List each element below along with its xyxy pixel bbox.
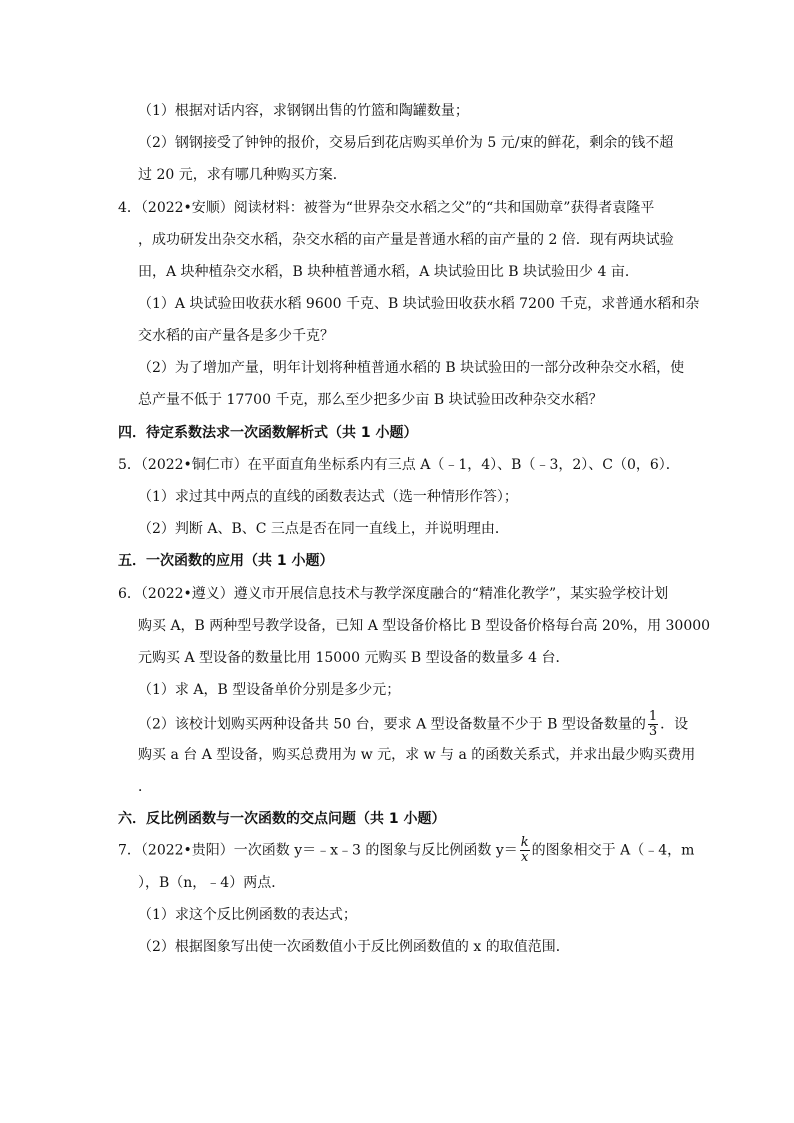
- q6-part2-text-end: ．设: [660, 716, 689, 733]
- q4-part1-line1: （1）A 块试验田收获水稻 9600 千克、B 块试验田收获水稻 7200 千克，求普通水稻和杂: [138, 296, 700, 312]
- q4-part2-line2: 总产量不低于 17700 千克，那么至少把多少亩 B 块试验田改种杂交水稻？: [138, 392, 603, 408]
- fraction-numerator: 1: [648, 709, 658, 724]
- q5-part2: （2）判断 A、B、C 三点是否在同一直线上，并说明理由．: [138, 521, 509, 537]
- fraction-denominator: 3: [648, 724, 658, 739]
- q3-part2-line1: （2）钢钢接受了钟钟的报价，交易后到花店购买单价为 5 元/束的鲜花，剩余的钱不超: [138, 135, 674, 151]
- q7-line1-end: 的图象相交于 A（﹣4，m: [531, 842, 695, 859]
- section-6-title: 六．反比例函数与一次函数的交点问题（共 1 小题）: [118, 811, 446, 827]
- q6-part2-line1: [138, 710, 688, 738]
- q6-line2: 购买 A，B 两种型号教学设备，已知 A 型设备价格比 B 型设备价格每台高 20%，用 30000: [138, 618, 711, 634]
- q6-part2-text: （2）该校计划购买两种设备共 50 台，要求 A 型设备数量不少于 B 型设备数量的: [138, 716, 646, 733]
- fraction-numerator: k: [520, 835, 529, 850]
- q6-line3: 元购买 A 型设备的数量比用 15000 元购买 B 型设备的数量多 4 台．: [138, 650, 570, 666]
- q6-part2-line3: ．: [138, 779, 152, 795]
- q4-part2-line1: （2）为了增加产量，明年计划将种植普通水稻的 B 块试验田的一部分改种杂交水稻，使: [138, 360, 685, 376]
- q5-part1: （1）求过其中两点的直线的函数表达式（选一种情形作答）；: [138, 489, 518, 505]
- q6-part2-line2: 购买 a 台 A 型设备，购买总费用为 w 元，求 w 与 a 的函数关系式，并求出最少购买费用: [138, 747, 696, 763]
- q6-part1: （1）求 A，B 型设备单价分别是多少元；: [138, 682, 401, 698]
- section-4-title: 四．待定系数法求一次函数解析式（共 1 小题）: [118, 425, 418, 441]
- q4-part1-line2: 交水稻的亩产量各是多少千克？: [138, 328, 334, 344]
- q7-part1: （1）求这个反比例函数的表达式；: [138, 907, 357, 923]
- fraction-denominator: x: [521, 850, 529, 865]
- q7-line1: [118, 836, 694, 864]
- q3-part2-line2: 过 20 元，求有哪几种购买方案．: [138, 167, 347, 183]
- q3-part1: （1）根据对话内容，求钢钢出售的竹篮和陶罐数量；: [138, 103, 469, 119]
- q4-line1: 4．（2022•安顺）阅读材料：被誉为“世界杂交水稻之父”的“共和国勋章”获得者袁隆平: [118, 200, 655, 216]
- q4-line2: ，成功研发出杂交水稻，杂交水稻的亩产量是普通水稻的亩产量的 2 倍．现有两块试验: [138, 232, 674, 248]
- q7-line1-start: 7．（2022•贵阳）一次函数 y＝﹣x﹣3 的图象与反比例函数 y＝: [118, 842, 518, 859]
- q7-part2: （2）根据图象写出使一次函数值小于反比例函数值的 x 的取值范围．: [138, 939, 570, 955]
- fraction-k-over-x: [520, 836, 530, 865]
- section-5-title: 五．一次函数的应用（共 1 小题）: [118, 553, 334, 569]
- q4-line3: 田，A 块种植杂交水稻，B 块种植普通水稻，A 块试验田比 B 块试验田少 4 亩．: [138, 264, 639, 280]
- q7-line2: ），B（n，﹣4）两点．: [138, 875, 286, 891]
- fraction-one-third: [648, 710, 658, 739]
- q6-line1: 6．（2022•遵义）遵义市开展信息技术与教学深度融合的“精准化教学”，某实验学校计划: [118, 586, 669, 602]
- q5-line1: 5．（2022•铜仁市）在平面直角坐标系内有三点 A（﹣1，4）、B（﹣3，2）、C（0，6）．: [118, 457, 680, 473]
